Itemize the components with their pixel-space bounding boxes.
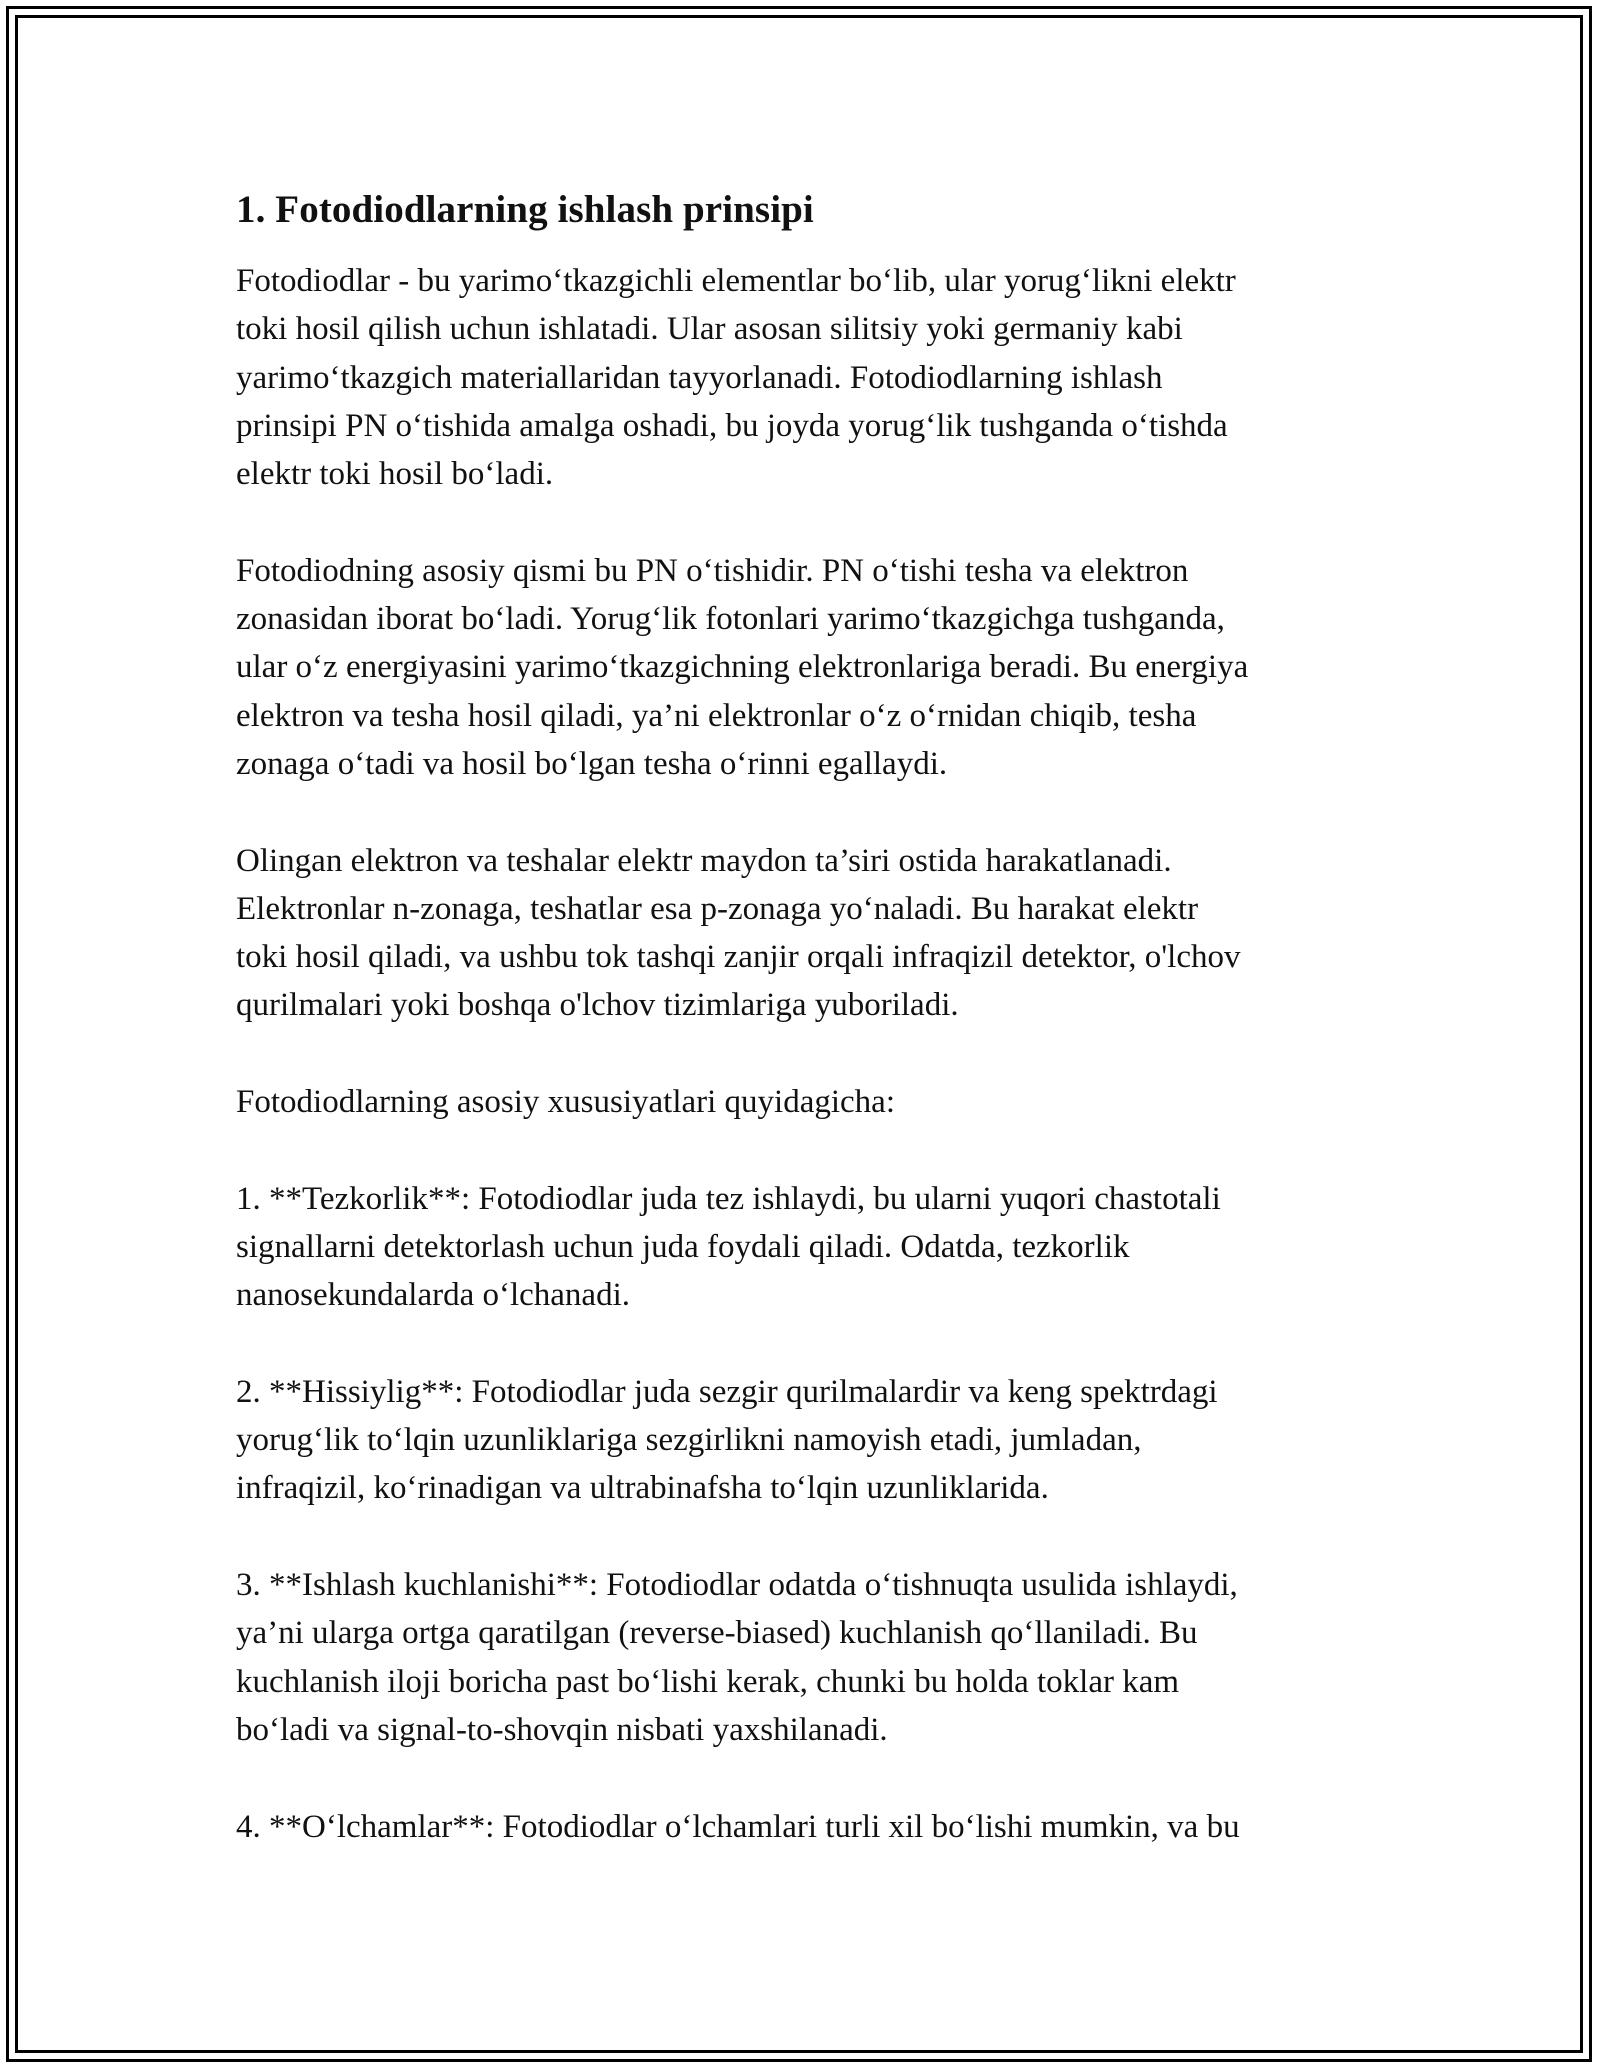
paragraph-features-heading: Fotodiodlarning asosiy xususiyatlari quyidagicha: — [236, 1084, 896, 1121]
paragraph-carrier-motion: Olingan elektron va teshalar elektr maydon ta’siri ostida harakatlanadi. Elektronlar n-zonaga, teshatlar esa p-zonaga yo‘naladi. Bu harakat elektr toki hosil qiladi, va ushbu tok tashqi zanjir orqali infraqizil detektor, o'lchov qurilmalari yoki boshqa o'lchov tizimlariga yuboriladi. — [236, 842, 1241, 1024]
paragraph-intro: Fotodiodlar - bu yarimo‘tkazgichli elementlar bo‘lib, ular yorug‘likni elektr toki hosil qilish uchun ishlatadi. Ular asosan silitsiy yoki germaniy kabi yarimo‘tkazgich materiallaridan tayyorlanadi. Fotodiodlarning ishlash prinsipi PN o‘tishida amalga oshadi, bu joyda yorug‘lik tushganda o‘tishda elektr toki hosil bo‘ladi. — [236, 263, 1236, 493]
list-item-dimensions: 4. **O‘lchamlar**: Fotodiodlar o‘lchamlari turli xil bo‘lishi mumkin, va bu — [236, 1808, 1240, 1845]
document-body — [236, 185, 1366, 1851]
paragraph-pn-junction: Fotodiodning asosiy qismi bu PN o‘tishidir. PN o‘tishi tesha va elektron zonasidan iborat bo‘ladi. Yorug‘lik fotonlari yarimo‘tkazgichga tushganda, ular o‘z energiyasini yarimo‘tkazgichning elektronlariga beradi. Bu energiya elektron va tesha hosil qiladi, ya’ni elektronlar o‘z o‘rnidan chiqib, tesha zonaga o‘tadi va hosil bo‘lgan tesha o‘rinni egallaydi. — [236, 552, 1249, 782]
list-item-speed: 1. **Tezkorlik**: Fotodiodlar juda tez ishlaydi, bu ularni yuqori chastotali signallarni detektorlash uchun juda foydali qiladi. Odatda, tezkorlik nanosekundalarda o‘lchanadi. — [236, 1180, 1221, 1314]
page-title: 1. Fotodiodlarning ishlash prinsipi — [236, 188, 814, 231]
list-item-operating-voltage: 3. **Ishlash kuchlanishi**: Fotodiodlar odatda o‘tishnuqta usulida ishlaydi, ya’ni ularga ortga qaratilgan (reverse-biased) kuchlanish qo‘llaniladi. Bu kuchlanish iloji boricha past bo‘lishi kerak, chunki bu holda toklar kam bo‘ladi va signal-to-shovqin nisbati yaxshilanadi. — [236, 1567, 1238, 1748]
list-item-sensitivity: 2. **Hissiylig**: Fotodiodlar juda sezgir qurilmalardir va keng spektrdagi yorug‘lik to‘lqin uzunliklariga sezgirlikni namoyish etadi, jumladan, infraqizil, ko‘rinadigan va ultrabinafsha to‘lqin uzunliklarida. — [236, 1373, 1218, 1507]
